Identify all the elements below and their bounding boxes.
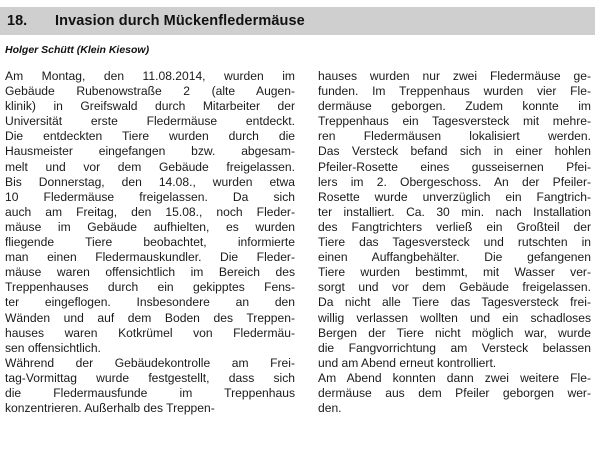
text-line: willig verlassen wollten und ein schadloses <box>318 310 591 325</box>
text-line: hauses wurden nur zwei Fledermäuse ge- <box>318 69 591 83</box>
text-line: Die entdeckten Tiere wurden durch die <box>5 129 295 144</box>
text-line: Während der Gebäudekontrolle am Frei- <box>5 355 295 370</box>
text-line: Wänden und auf dem Boden des Treppen- <box>5 310 295 325</box>
text-line: des Fangtrichters verließ ein Großteil der <box>318 219 591 234</box>
text-line: 10 Fledermäuse freigelassen. Da sich <box>5 189 295 204</box>
text-line: melt und vor dem Gebäude freigelassen. <box>5 159 295 174</box>
text-line: man einen Fledermauskundler. Die Fleder- <box>5 250 295 265</box>
text-line: mäuse im Gebäude aufhielten, es wurden <box>5 219 295 234</box>
text-line: Bergen der Tiere nicht möglich war, wurde <box>318 325 591 340</box>
text-line: Tiere wurden bestimmt, mit Wasser ver- <box>318 265 591 280</box>
text-column-left <box>5 69 295 416</box>
section-number: 18. <box>7 13 28 29</box>
text-line: Bis Donnerstag, den 14.08., wurden etwa <box>5 174 295 189</box>
text-line: Gebäude Rubenowstraße 2 (alte Augen- <box>5 84 295 99</box>
text-line: dermäuse geborgen. Zudem konnte im <box>318 99 591 114</box>
text-line: klinik) in Greifswald durch Mitarbeiter der <box>5 99 295 114</box>
author-line: Holger Schütt (Klein Kiesow) <box>5 44 150 56</box>
text-line: Da nicht alle Tiere das Tagesversteck frei- <box>318 295 591 310</box>
text-line: Pfeiler-Rosette eines gusseisernen Pfei- <box>318 159 591 174</box>
text-line: Rosette wurde unverzüglich ein Fangtrich- <box>318 189 591 204</box>
text-line: Treppenhauses durch ein gekipptes Fens- <box>5 280 295 295</box>
section-title: Invasion durch Mückenfledermäuse <box>55 13 305 29</box>
text-line: Am Abend konnten dann zwei weitere Fle- <box>318 370 591 385</box>
text-line: ren Fledermäusen lokalisiert werden. <box>318 129 591 144</box>
text-line: Universität erste Fledermäuse entdeckt. <box>5 114 295 129</box>
text-line: konzentrieren. Außerhalb des Treppen- <box>5 401 215 416</box>
text-line: sen offensichtlich. <box>5 340 101 355</box>
text-line: lers im 2. Obergeschoss. An der Pfeiler- <box>318 174 591 189</box>
text-line: ter installiert. Ca. 30 min. nach Installation <box>318 204 591 219</box>
text-line: Am Montag, den 11.08.2014, wurden im <box>5 69 295 83</box>
text-column-right <box>318 69 591 416</box>
text-line: hauses waren Kotkrümel von Fledermäu- <box>5 325 295 340</box>
text-line: Treppenhaus ein Tagesversteck mit mehre- <box>318 114 591 129</box>
text-line: Hausmeister eingefangen bzw. abgesam- <box>5 144 295 159</box>
text-line: die Fledermausfunde im Treppenhaus <box>5 385 295 400</box>
text-line: den. <box>318 401 342 416</box>
text-line: mäuse waren offensichtlich im Bereich des <box>5 265 295 280</box>
text-line: sorgt und vor dem Gebäude freigelassen. <box>318 280 591 295</box>
text-line: dermäuse aus dem Pfeiler geborgen wer- <box>318 385 591 400</box>
section-header <box>0 7 595 35</box>
text-line: tag-Vormittag wurde festgestellt, dass sich <box>5 370 295 385</box>
text-line: die Fangvorrichtung am Versteck belassen <box>318 340 591 355</box>
text-line: einen Auffangbehälter. Die gefangenen <box>318 250 591 265</box>
text-line: auch am Freitag, den 15.08., noch Fleder- <box>5 204 295 219</box>
text-line: fliegende Tiere beobachtet, informierte <box>5 235 295 250</box>
text-line: und am Abend erneut kontrolliert. <box>318 355 497 370</box>
text-line: ter eingeflogen. Insbesondere an den <box>5 295 295 310</box>
text-line: Tiere das Tagesversteck und rutschten in <box>318 235 591 250</box>
text-line: Das Versteck befand sich in einer hohlen <box>318 144 591 159</box>
text-line: funden. Im Treppenhaus wurden vier Fle- <box>318 84 591 99</box>
